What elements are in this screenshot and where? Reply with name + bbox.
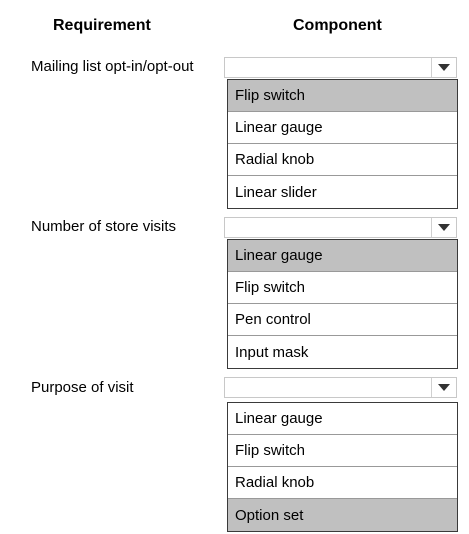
options-list-store-visits [227, 239, 458, 369]
option-flip-switch[interactable]: Flip switch [228, 80, 457, 112]
option-flip-switch[interactable]: Flip switch [228, 435, 457, 467]
chevron-down-icon [438, 384, 450, 391]
option-linear-gauge[interactable]: Linear gauge [228, 240, 457, 272]
component-dropdown-purpose-of-visit[interactable] [224, 377, 457, 398]
dropdown-arrow-button[interactable] [431, 58, 456, 77]
dropdown-arrow-button[interactable] [431, 378, 456, 397]
option-radial-knob[interactable]: Radial knob [228, 144, 457, 176]
option-flip-switch[interactable]: Flip switch [228, 272, 457, 304]
requirement-label-mailing-list: Mailing list opt-in/opt-out [31, 58, 194, 75]
option-linear-gauge[interactable]: Linear gauge [228, 112, 457, 144]
requirement-header: Requirement [53, 17, 151, 34]
component-dropdown-store-visits[interactable] [224, 217, 457, 238]
option-linear-slider[interactable]: Linear slider [235, 183, 317, 201]
requirement-label-purpose-of-visit: Purpose of visit [31, 379, 134, 396]
chevron-down-icon [438, 224, 450, 231]
option-radial-knob[interactable]: Radial knob [228, 467, 457, 499]
requirement-label-store-visits: Number of store visits [31, 218, 177, 235]
options-list-mailing-list [227, 79, 458, 209]
options-list-purpose-of-visit [227, 402, 458, 532]
component-dropdown-mailing-list[interactable] [224, 57, 457, 78]
option-input-mask[interactable]: Input mask [235, 343, 309, 361]
chevron-down-icon [438, 64, 450, 71]
option-option-set[interactable]: Option set [228, 499, 457, 531]
option-linear-gauge[interactable]: Linear gauge [228, 403, 457, 435]
option-pen-control[interactable]: Pen control [228, 304, 457, 336]
dropdown-arrow-button[interactable] [431, 218, 456, 237]
component-header: Component [293, 17, 382, 34]
